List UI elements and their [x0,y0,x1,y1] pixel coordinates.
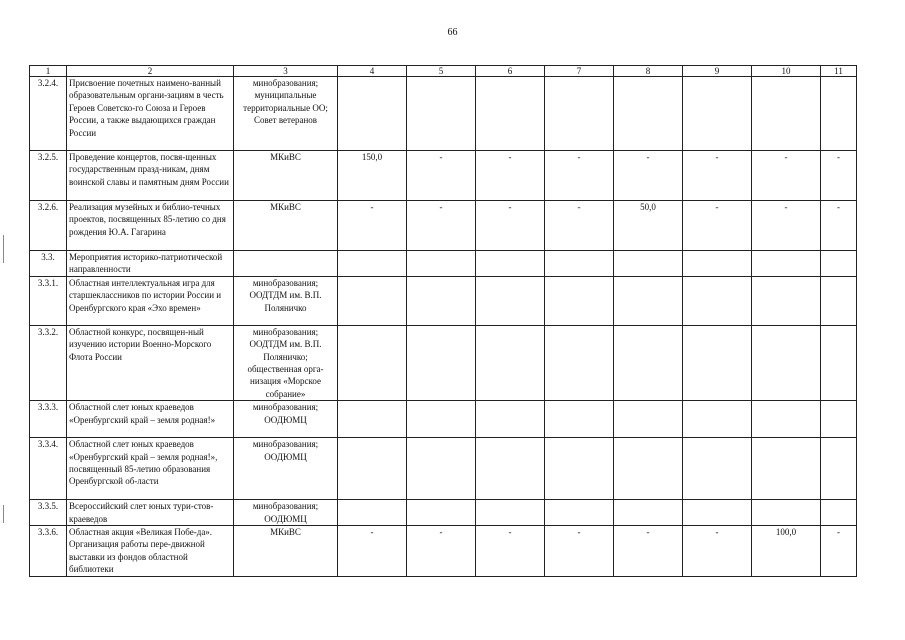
row-number: 3.2.6. [30,201,67,251]
funding-value [683,251,752,277]
funding-value: - [752,201,821,251]
table-row [30,151,857,201]
funding-value [683,276,752,325]
row-number: 3.3. [30,251,67,277]
funding-value [545,500,614,526]
funding-value [683,401,752,438]
table-row [30,401,857,438]
measure-name: Всероссийский слет юных тури-стов-краеведов [67,500,234,526]
executor: минобразования; ООДТДМ им. В.П. Поляничко [234,276,338,325]
funding-value [338,401,407,438]
funding-value [476,77,545,151]
measure-name: Мероприятия историко-патриотической направленности [67,251,234,277]
funding-value [752,276,821,325]
funding-value [683,77,752,151]
scan-edge-mark [3,505,4,523]
funding-value: - [614,526,683,577]
funding-value [407,438,476,500]
column-number: 3 [234,66,338,77]
measure-name: Областной слет юных краеведов «Оренбургский край – земля родная!» [67,401,234,438]
funding-value [683,438,752,500]
funding-value [683,325,752,400]
measure-name: Областная интеллектуальная игра для старшеклассников по истории России и Оренбургского края «Эхо времен» [67,276,234,325]
executor: минобразования; ООДЮМЦ [234,438,338,500]
executor: минобразования; ООДЮМЦ [234,401,338,438]
table-row [30,77,857,151]
funding-value: - [338,526,407,577]
column-number: 1 [30,66,67,77]
funding-value [476,276,545,325]
funding-value: - [683,526,752,577]
funding-value: - [407,151,476,201]
executor: минобразования; ООДЮМЦ [234,500,338,526]
funding-value [752,325,821,400]
funding-value: - [407,201,476,251]
table-row [30,500,857,526]
column-number: 10 [752,66,821,77]
funding-value [338,77,407,151]
funding-value [476,251,545,277]
page-number: 66 [447,27,458,38]
funding-value [407,401,476,438]
scan-edge-mark [3,235,4,263]
row-number: 3.3.5. [30,500,67,526]
funding-value [821,438,857,500]
funding-value [614,500,683,526]
funding-value [476,401,545,438]
funding-value [614,325,683,400]
funding-value [683,500,752,526]
column-number: 8 [614,66,683,77]
funding-value [752,77,821,151]
column-number: 9 [683,66,752,77]
funding-value [545,438,614,500]
funding-value: - [821,151,857,201]
column-number: 6 [476,66,545,77]
funding-value [821,500,857,526]
funding-value: - [752,151,821,201]
funding-value [545,77,614,151]
executor: минобразования; муниципальные территориальные ОО; Совет ветеранов [234,77,338,151]
funding-value: - [683,201,752,251]
funding-value [476,438,545,500]
funding-value [752,438,821,500]
row-number: 3.3.6. [30,526,67,577]
row-number: 3.3.4. [30,438,67,500]
measure-name: Областной слет юных краеведов «Оренбургский край – земля родная!», посвященный 85-летию образования Оренбургской об-ласти [67,438,234,500]
column-number: 7 [545,66,614,77]
funding-value [614,251,683,277]
funding-value [338,251,407,277]
row-number: 3.3.2. [30,325,67,400]
column-number-row [30,66,857,77]
funding-value [338,325,407,400]
funding-value [614,77,683,151]
funding-value [821,276,857,325]
funding-value [476,325,545,400]
funding-value: - [476,201,545,251]
funding-value [476,500,545,526]
funding-value [545,276,614,325]
table-row [30,438,857,500]
funding-value [821,401,857,438]
funding-value [545,251,614,277]
funding-value [821,77,857,151]
funding-value: - [545,526,614,577]
funding-value [338,276,407,325]
funding-value: 50,0 [614,201,683,251]
funding-value [752,401,821,438]
funding-value: - [683,151,752,201]
funding-value: - [338,201,407,251]
executor: МКиВС [234,151,338,201]
funding-value: - [407,526,476,577]
row-number: 3.3.1. [30,276,67,325]
executor: минобразования; ООДТДМ им. В.П. Поляничко; общественная орга-низация «Морское собрание» [234,325,338,400]
table-row [30,526,857,577]
funding-value [752,500,821,526]
column-number: 5 [407,66,476,77]
funding-value: - [545,151,614,201]
funding-value: - [476,526,545,577]
column-number: 4 [338,66,407,77]
funding-value [407,500,476,526]
funding-value: - [614,151,683,201]
column-number: 2 [67,66,234,77]
funding-value [545,401,614,438]
measure-name: Областная акция «Великая Побе-да». Организация работы пере-движной выставки из фондов областной библиотеки [67,526,234,577]
funding-value: - [821,526,857,577]
funding-value [821,325,857,400]
executor: МКиВС [234,201,338,251]
row-number: 3.3.3. [30,401,67,438]
funding-value: 150,0 [338,151,407,201]
measure-name: Присвоение почетных наимено-ванный образовательным органи-зациям в честь Героев Советско-го Союза и Героев России, а также выдающихся граждан России [67,77,234,151]
funding-value [821,251,857,277]
funding-value [545,325,614,400]
row-number: 3.2.4. [30,77,67,151]
measure-name: Реализация музейных и библио-течных проектов, посвященных 85-летию со дня рождения Ю.А. Гагарина [67,201,234,251]
table-row [30,251,857,277]
funding-value: 100,0 [752,526,821,577]
funding-value: - [476,151,545,201]
funding-value [614,276,683,325]
funding-value: - [821,201,857,251]
table-row [30,201,857,251]
funding-value [407,276,476,325]
funding-value: - [545,201,614,251]
funding-value [614,438,683,500]
funding-value [338,438,407,500]
funding-value [614,401,683,438]
table-row [30,276,857,325]
row-number: 3.2.5. [30,151,67,201]
funding-value [407,251,476,277]
measure-name: Областной конкурс, посвящен-ный изучению истории Военно-Морского Флота России [67,325,234,400]
funding-value [407,77,476,151]
table-row [30,325,857,400]
executor [234,251,338,277]
column-number: 11 [821,66,857,77]
executor: МКиВС [234,526,338,577]
measures-table [29,65,857,577]
funding-value [407,325,476,400]
funding-value [752,251,821,277]
funding-value [338,500,407,526]
measure-name: Проведение концертов, посвя-щенных государственным празд-никам, дням воинской славы и памятным дням России [67,151,234,201]
